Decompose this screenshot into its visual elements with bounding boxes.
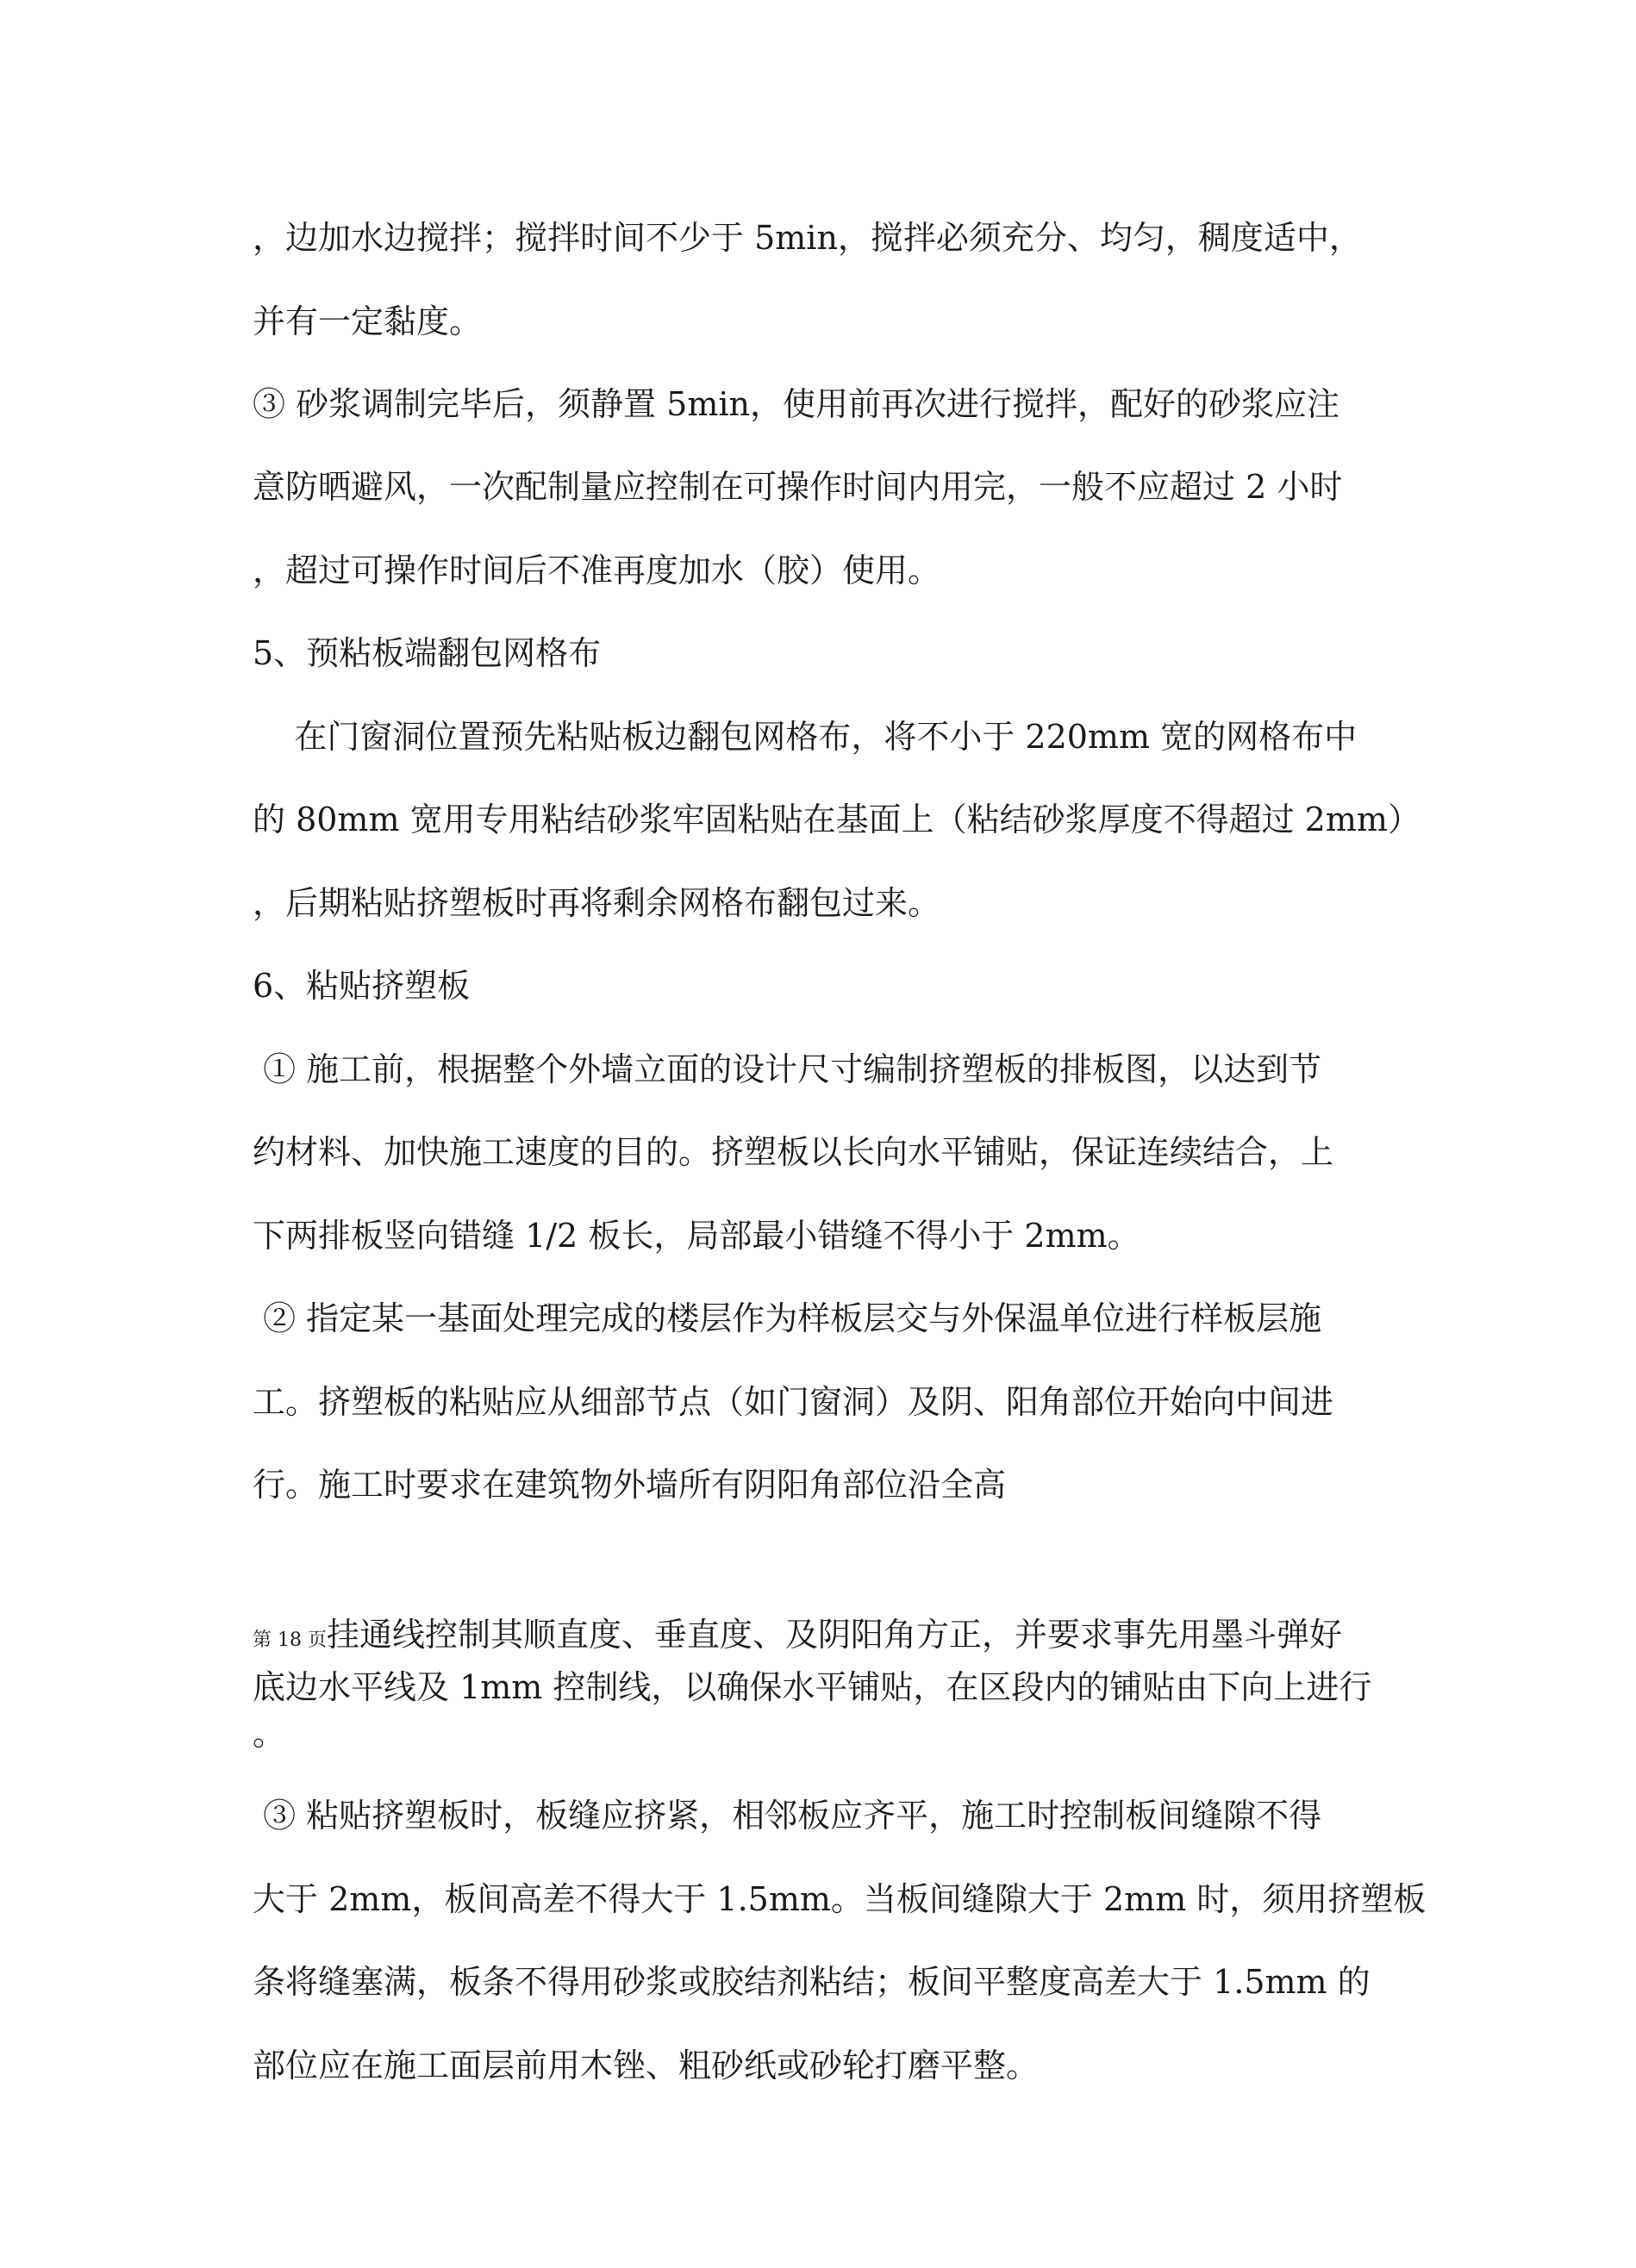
text-line: 下两排板竖向错缝 1/2 板长，局部最小错缝不得小于 2mm。 bbox=[253, 1217, 1140, 1255]
text-line: 部位应在施工面层前用木锉、粗砂纸或砂轮打磨平整。 bbox=[253, 2047, 1040, 2084]
text-line: 的 80mm 宽用专用粘结砂浆牢固粘贴在基面上（粘结砂浆厚度不得超过 2mm） bbox=[253, 801, 1421, 838]
text-line: 行。施工时要求在建筑物外墙所有阴阳角部位沿全高 bbox=[253, 1466, 1007, 1504]
text-line: 工。挤塑板的粘贴应从细部节点（如门窗洞）及阴、阳角部位开始向中间进 bbox=[253, 1383, 1334, 1421]
footer-line bbox=[253, 1611, 1399, 1664]
text-line: 约材料、加快施工速度的目的。挤塑板以长向水平铺贴，保证连续结合，上 bbox=[253, 1133, 1334, 1171]
text-line: ③ 粘贴挤塑板时，板缝应挤紧，相邻板应齐平，施工时控制板间缝隙不得 bbox=[253, 1797, 1322, 1835]
text-line: 大于 2mm，板间高差不得大于 1.5mm。当板间缝隙大于 2mm 时，须用挤塑板 bbox=[253, 1880, 1427, 1918]
section-heading: 5、预粘板端翻包网格布 bbox=[253, 634, 602, 672]
text-line: ，后期粘贴挤塑板时再将剩余网格布翻包过来。 bbox=[253, 884, 941, 922]
footer-text: 挂通线控制其顺直度、垂直度、及阴阳角方正，并要求事先用墨斗弹好 bbox=[326, 1616, 1342, 1654]
text-line: 意防晒避风，一次配制量应控制在可操作时间内用完，一般不应超过 2 小时 bbox=[253, 468, 1343, 506]
footer-line: 。 bbox=[253, 1715, 286, 1753]
text-line: ，超过可操作时间后不准再度加水（胶）使用。 bbox=[253, 551, 941, 589]
text-line: 并有一定黏度。 bbox=[253, 302, 483, 340]
text-line: ② 指定某一基面处理完成的楼层作为样板层交与外保温单位进行样板层施 bbox=[253, 1299, 1322, 1337]
text-line: ③ 砂浆调制完毕后，须静置 5min，使用前再次进行搅拌，配好的砂浆应注 bbox=[253, 385, 1339, 423]
page-number: 第 18 页 bbox=[253, 1629, 327, 1651]
page-footer-block bbox=[253, 1611, 1399, 1757]
section-heading: 6、粘贴挤塑板 bbox=[253, 967, 471, 1005]
footer-line: 底边水平线及 1mm 控制线，以确保水平铺贴，在区段内的铺贴由下向上进行 bbox=[253, 1668, 1372, 1706]
text-line: ，边加水边搅拌；搅拌时间不少于 5min，搅拌必须充分、均匀，稠度适中， bbox=[253, 219, 1362, 257]
text-line: 条将缝塞满，板条不得用砂浆或胶结剂粘结；板间平整度高差大于 1.5mm 的 bbox=[253, 1963, 1371, 2001]
text-line: ① 施工前，根据整个外墙立面的设计尺寸编制挤塑板的排板图，以达到节 bbox=[253, 1050, 1322, 1088]
text-line: 在门窗洞位置预先粘贴板边翻包网格布，将不小于 220mm 宽的网格布中 bbox=[253, 718, 1358, 756]
